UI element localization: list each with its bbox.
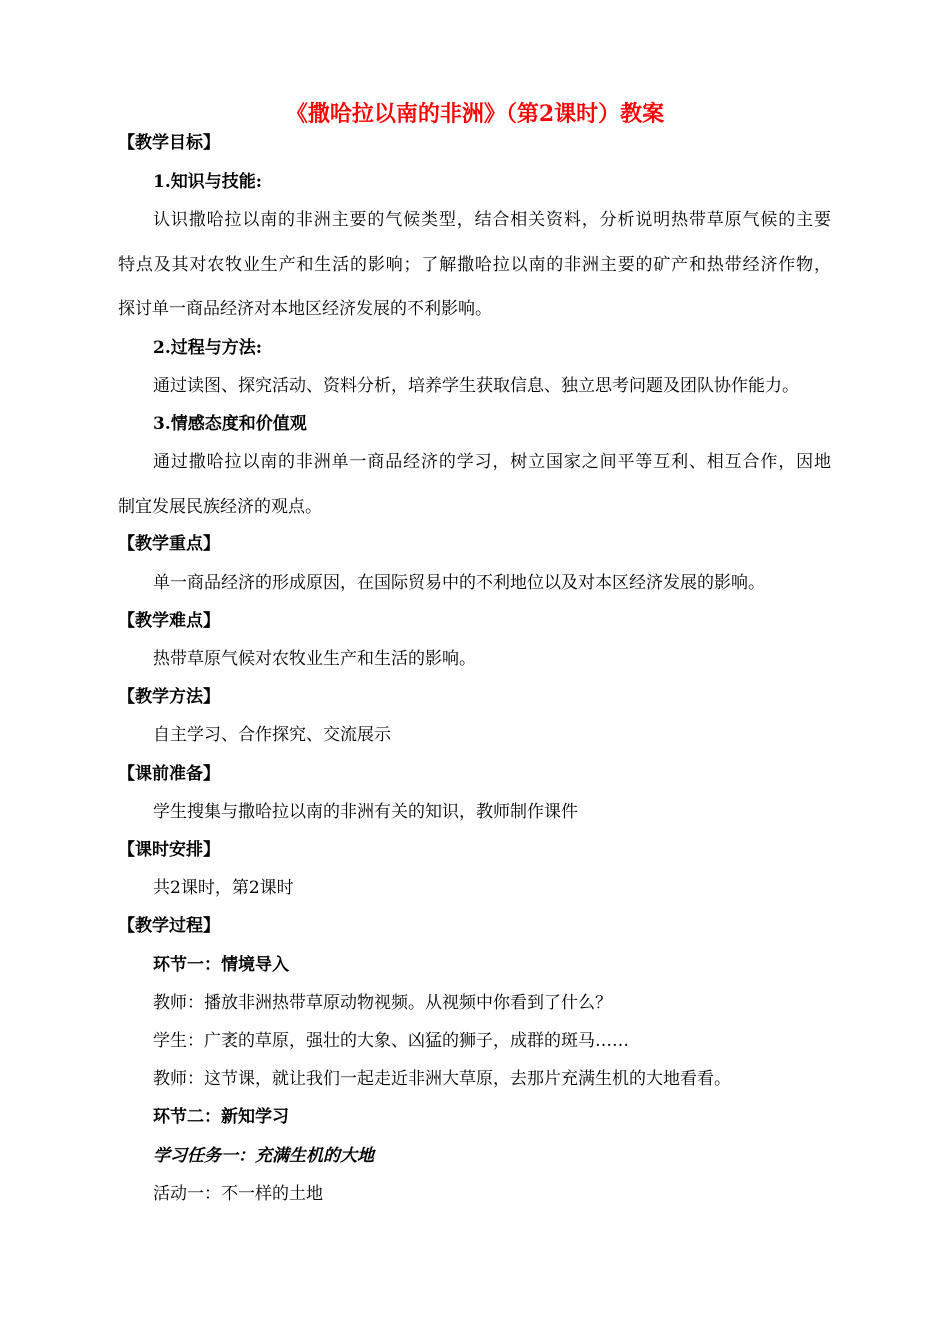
step-1-line-2: 学生：广袤的草原，强壮的大象、凶猛的狮子，成群的斑马……	[153, 1031, 629, 1051]
objective-1-line-3: 探讨单一商品经济对本地区经济发展的不利影响。	[118, 299, 492, 319]
step-1-line-1: 教师：播放非洲热带草原动物视频。从视频中你看到了什么？	[153, 993, 612, 1013]
key-points-text: 单一商品经济的形成原因，在国际贸易中的不利地位以及对本区经济发展的影响。	[153, 573, 765, 593]
schedule-heading: 【课时安排】	[118, 840, 220, 860]
objective-1-line-2: 特点及其对农牧业生产和生活的影响；了解撒哈拉以南的非洲主要的矿产和热带经济作物，	[118, 255, 831, 275]
preparation-text: 学生搜集与撒哈拉以南的非洲有关的知识，教师制作课件	[153, 802, 578, 822]
schedule-text: 共2课时，第2课时	[153, 878, 294, 898]
objectives-heading: 【教学目标】	[118, 133, 220, 153]
objective-3-line-2: 制宜发展民族经济的观点。	[118, 497, 322, 517]
step-1-line-3: 教师：这节课，就让我们一起走近非洲大草原，去那片充满生机的大地看看。	[153, 1069, 731, 1089]
step-2-label: 环节二：新知学习	[153, 1107, 289, 1127]
key-points-heading: 【教学重点】	[118, 534, 220, 554]
objective-2-label: 2.过程与方法:	[153, 338, 263, 358]
document-title: 《撒哈拉以南的非洲》（第2课时）教案	[285, 101, 665, 127]
objective-3-label: 3.情感态度和价值观	[153, 414, 307, 434]
difficulties-text: 热带草原气候对农牧业生产和生活的影响。	[153, 649, 476, 669]
task-1-label: 学习任务一：充满生机的大地	[153, 1146, 374, 1166]
methods-heading: 【教学方法】	[118, 687, 220, 707]
difficulties-heading: 【教学难点】	[118, 611, 220, 631]
activity-1-text: 活动一：不一样的土地	[153, 1184, 323, 1204]
process-heading: 【教学过程】	[118, 916, 220, 936]
preparation-heading: 【课前准备】	[118, 764, 220, 784]
objective-1-label: 1.知识与技能:	[153, 172, 263, 192]
objective-1-line-1: 认识撒哈拉以南的非洲主要的气候类型，结合相关资料，分析说明热带草原气候的主要	[153, 210, 831, 230]
objective-3-line-1: 通过撒哈拉以南的非洲单一商品经济的学习，树立国家之间平等互利、相互合作，因地	[153, 452, 831, 472]
step-1-label: 环节一：情境导入	[153, 955, 289, 975]
methods-text: 自主学习、合作探究、交流展示	[153, 725, 391, 745]
objective-2-line-1: 通过读图、探究活动、资料分析，培养学生获取信息、独立思考问题及团队协作能力。	[153, 376, 799, 396]
